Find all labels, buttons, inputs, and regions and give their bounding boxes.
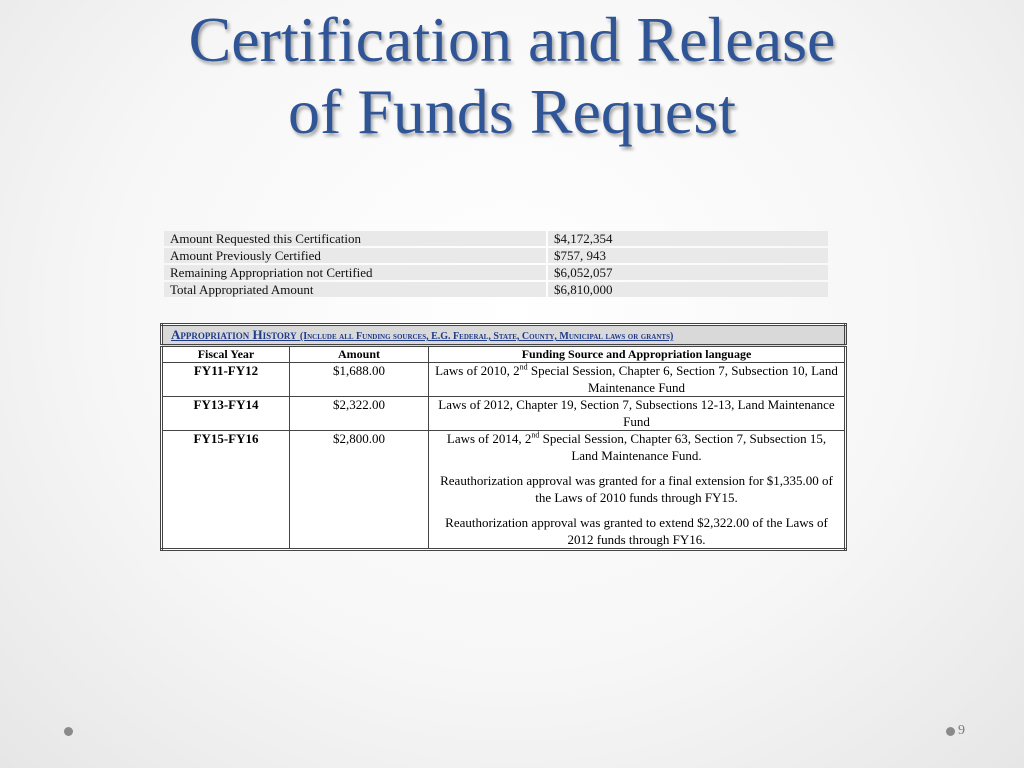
reauthorization-note: Reauthorization approval was granted to extend $2,322.00 of the Laws of 2012 funds through FY16. (445, 515, 828, 547)
funding-source-cell (429, 397, 846, 431)
summary-row (164, 265, 828, 280)
amount-cell: $2,800.00 (290, 431, 429, 550)
funding-source-text: Laws of 2012, Chapter 19, Section 7, Subsections 12-13, Land Maintenance Fund (438, 397, 835, 429)
ordinal-suffix: nd (531, 430, 540, 440)
summary-value: $6,810,000 (548, 282, 828, 297)
corner-dot-icon (64, 727, 73, 736)
summary-row (164, 231, 828, 246)
funding-source-part: Special Session, Chapter 63, Section 7, Subsection 15, Land Maintenance Fund. (539, 431, 827, 463)
table-row (162, 431, 846, 550)
funding-source-cell (429, 363, 846, 397)
ordinal-suffix: nd (519, 362, 528, 372)
summary-label: Total Appropriated Amount (164, 282, 546, 297)
history-heading-sub: (Include all Funding sources, E.G. Federal, State, County, Municipal laws or grants) (299, 331, 674, 342)
slide-title-line-2: of Funds Request (288, 76, 736, 147)
history-heading (162, 325, 846, 346)
funding-source-part: Laws of 2010, 2 (435, 363, 520, 378)
summary-value: $6,052,057 (548, 265, 828, 280)
funding-source-part: Laws of 2014, 2 (446, 431, 532, 446)
funding-source-text (435, 431, 838, 464)
table-row (162, 363, 846, 397)
amount-cell: $2,322.00 (290, 397, 429, 431)
page-number: 9 (958, 723, 965, 738)
summary-label: Remaining Appropriation not Certified (164, 265, 546, 280)
table-row (162, 397, 846, 431)
col-amount: Amount (290, 346, 429, 363)
amount-cell: $1,688.00 (290, 363, 429, 397)
funds-summary-table (162, 229, 830, 299)
funding-source-part: Special Session, Chapter 6, Section 7, Subsection 10, Land Maintenance Fund (527, 363, 838, 395)
appropriation-history-table (160, 323, 847, 551)
corner-dot-icon (946, 727, 955, 736)
summary-value: $4,172,354 (548, 231, 828, 246)
slide-title-line-1: Certification and Release (188, 4, 836, 75)
funding-source-text (435, 363, 838, 396)
summary-label: Amount Previously Certified (164, 248, 546, 263)
summary-label: Amount Requested this Certification (164, 231, 546, 246)
col-funding-source: Funding Source and Appropriation language (429, 346, 846, 363)
history-heading-main: Appropriation History (171, 327, 297, 342)
fiscal-year-cell: FY13-FY14 (162, 397, 290, 431)
fiscal-year-cell: FY11-FY12 (162, 363, 290, 397)
fiscal-year-cell: FY15-FY16 (162, 431, 290, 550)
funding-source-cell (429, 431, 846, 550)
slide-title (0, 4, 1024, 148)
summary-row (164, 248, 828, 263)
summary-row (164, 282, 828, 297)
history-heading-row (162, 325, 846, 346)
summary-value: $757, 943 (548, 248, 828, 263)
history-column-headers (162, 346, 846, 363)
col-fiscal-year: Fiscal Year (162, 346, 290, 363)
reauthorization-note: Reauthorization approval was granted for a final extension for $1,335.00 of the Laws of 2010 funds through FY15. (440, 473, 833, 505)
